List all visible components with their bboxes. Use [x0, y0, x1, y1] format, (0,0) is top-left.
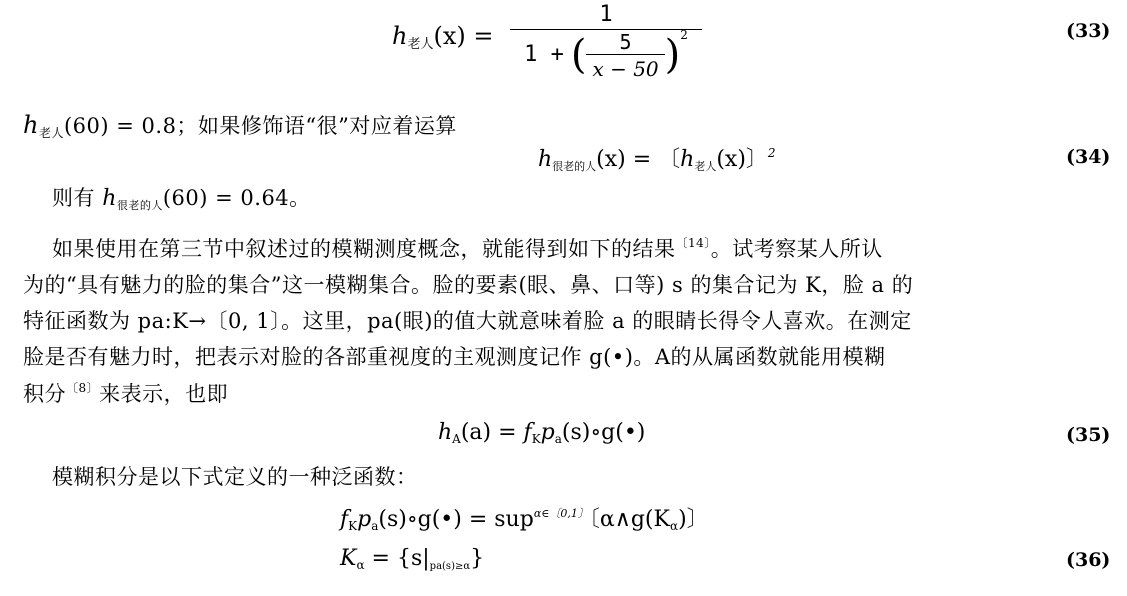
text-h60-line: $h_{老人}(60) = 0.8$；如果修饰语“很”对应着运算 — [23, 111, 457, 140]
eq33-exponent: 2 — [680, 28, 688, 42]
eq33-denom-left: 1 + — [524, 42, 564, 67]
para2-line1: 模糊积分是以下式定义的一种泛函数： — [52, 465, 418, 489]
para1-line4: 脸是否有魅力时，把表示对脸的各部重视度的主观测度记作 g(•)。A的从属函数就能用模糊 — [23, 345, 886, 369]
para1-line3: 特征函数为 pa:K→〔0, 1〕。这里，pa(眼)的值大就意味着脸 a 的眼睛长得令人喜欢。在测定 — [23, 309, 912, 333]
eq33-inner-denominator: x − 50 — [586, 54, 664, 81]
equation-number-34: (34) — [1066, 146, 1111, 168]
para1-line5: 积分$^{〔8〕}$来表示，也即 — [23, 381, 229, 406]
text-then-line: 则有 $h_{很老的人}(60) = 0.64$。 — [52, 186, 311, 212]
equation-34: $h_{很老的人}(x)$ = 〔$h_{老人}(x)$〕$^2$ — [538, 146, 776, 173]
equation-number-35: (35) — [1066, 424, 1111, 446]
eq33-fraction: 1 1 + ( $\frac{5}{x - 50}$ )$^2$ — [510, 2, 702, 81]
equation-36-line2: $K_\alpha = \{s|_{pa(s)\ge\alpha}\}$ — [340, 546, 485, 572]
equation-35: $h_A(a)$ = $f_Kp_a(s)\circ g(•)$ — [438, 420, 646, 446]
equation-number-36: (36) — [1066, 549, 1111, 571]
eq33-numerator: 1 — [599, 2, 613, 27]
equation-number-33: (33) — [1066, 20, 1111, 42]
eq33-func: h — [392, 22, 408, 50]
eq33-arg: (x) = — [433, 22, 494, 50]
para1-line2: 为的“具有魅力的脸的集合”这一模糊集合。脸的要素(眼、鼻、口等) s 的集合记为 K，脸 a 的 — [23, 273, 914, 297]
eq33-sub: 老人 — [407, 37, 434, 52]
equation-36-line1: $f_Kp_a(s)\circ g(•) = sup^{\alpha\in〔0,1〕}$〔$\alpha\wedge g(K_\alpha)$〕 — [340, 507, 709, 533]
para1-line1: 如果使用在第三节中叙述过的模糊测度概念，就能得到如下的结果$^{〔14〕}$。试考察某人所认 — [52, 236, 883, 261]
eq33-inner-numerator: 5 — [619, 29, 632, 54]
